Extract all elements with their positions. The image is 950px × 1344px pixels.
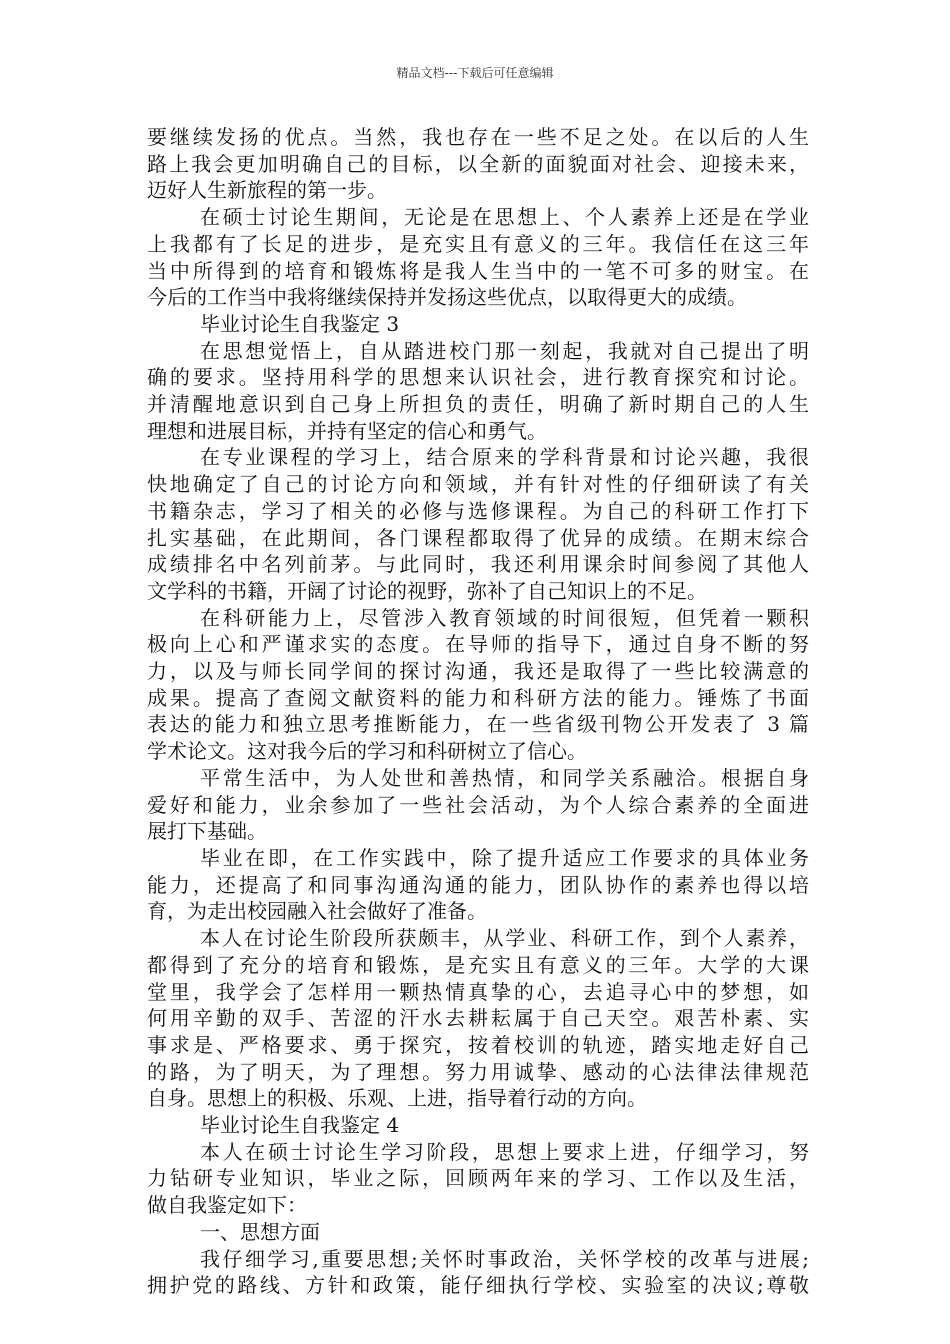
text-line: 当中所得到的培育和锻炼将是我人生当中的一笔不可多的财宝。在 [147, 258, 809, 283]
text-line: 都得到了充分的培育和锻炼，是充实且有意义的三年。大学的大课 [147, 952, 809, 977]
text-line: 扎实基础，在此期间，各门课程都取得了优异的成绩。在期末综合 [147, 525, 809, 550]
text-line: 自身。思想上的积极、乐观、上进，指导着行动的方向。 [147, 1086, 647, 1111]
text-line: 本人在讨论生阶段所获颇丰，从学业、科研工作，到个人素养， [200, 926, 809, 951]
text-line: 爱好和能力，业余参加了一些社会活动，为个人综合素养的全面进 [147, 792, 809, 817]
text-line: 确的要求。坚持用科学的思想来认识社会，进行教育探究和讨论。 [147, 365, 809, 390]
text-line: 平常生活中，为人处世和善热情，和同学关系融洽。根据自身 [200, 765, 809, 790]
text-line: 做自我鉴定如下： [147, 1193, 307, 1218]
text-line: 毕业讨论生自我鉴定 4 [200, 1113, 400, 1138]
text-line: 的路，为了明天，为了理想。努力用诚挚、感动的心法律法律规范 [147, 1059, 809, 1084]
text-line: 在专业课程的学习上，结合原来的学科背景和讨论兴趣，我很 [200, 445, 809, 470]
text-line: 在硕士讨论生期间，无论是在思想上、个人素养上还是在学业 [200, 205, 809, 230]
text-line: 展打下基础。 [147, 819, 267, 844]
text-line: 文学科的书籍，开阔了讨论的视野，弥补了自己知识上的不足。 [147, 578, 707, 603]
text-line: 成果。提高了查阅文献资料的能力和科研方法的能力。锤炼了书面 [147, 685, 809, 710]
text-line: 力，以及与师长同学间的探讨沟通，我还是取得了一些比较满意的 [147, 659, 809, 684]
text-line: 毕业在即，在工作实践中，除了提升适应工作要求的具体业务 [200, 845, 809, 870]
text-line: 表达的能力和独立思考推断能力，在一些省级刊物公开发表了 3 篇 [147, 712, 809, 737]
text-line: 何用辛勤的双手、苦涩的汗水去耕耘属于自己天空。艰苦朴素、实 [147, 1006, 809, 1031]
text-line: 能力，还提高了和同事沟通沟通的能力，团队协作的素养也得以培 [147, 872, 809, 897]
text-line: 力钻研专业知识，毕业之际，回顾两年来的学习、工作以及生活， [147, 1166, 809, 1191]
text-line: 迈好人生新旅程的第一步。 [147, 178, 387, 203]
text-line: 成绩排名中名列前茅。与此同时，我还利用课余时间参阅了其他人 [147, 552, 809, 577]
text-line: 理想和进展目标，并持有坚定的信心和勇气。 [147, 418, 547, 443]
page-header: 精品文档---下载后可任意编辑 [396, 66, 554, 80]
text-line: 路上我会更加明确自己的目标，以全新的面貌面对社会、迎接未来， [147, 151, 809, 176]
text-line: 上我都有了长足的进步，是充实且有意义的三年。我信任在这三年 [147, 231, 809, 256]
text-line: 本人在硕士讨论生学习阶段，思想上要求上进，仔细学习，努 [200, 1139, 809, 1164]
text-line: 书籍杂志，学习了相关的必修与选修课程。为自己的科研工作打下 [147, 498, 809, 523]
text-line: 在思想觉悟上，自从踏进校门那一刻起，我就对自己提出了明 [200, 338, 809, 363]
text-line: 毕业讨论生自我鉴定 3 [200, 311, 400, 336]
text-line: 我仔细学习,重要思想;关怀时事政治，关怀学校的改革与进展; [200, 1246, 809, 1271]
text-line: 一、思想方面 [200, 1219, 320, 1244]
text-line: 要继续发扬的优点。当然，我也存在一些不足之处。在以后的人生 [147, 125, 809, 149]
text-line: 事求是、严格要求、勇于探究，按着校训的轨迹，踏实地走好自己 [147, 1032, 809, 1057]
text-line: 育，为走出校园融入社会做好了准备。 [147, 899, 487, 924]
text-line: 快地确定了自己的讨论方向和领域，并有针对性的仔细研读了有关 [147, 472, 809, 497]
text-line: 今后的工作当中我将继续保持并发扬这些优点，以取得更大的成绩。 [147, 285, 747, 310]
text-line: 并清醒地意识到自己身上所担负的责任，明确了新时期自己的人生 [147, 392, 809, 417]
text-line: 极向上心和严谨求实的态度。在导师的指导下，通过自身不断的努 [147, 632, 809, 657]
text-line: 堂里，我学会了怎样用一颗热情真挚的心，去追寻心中的梦想，如 [147, 979, 809, 1004]
text-line: 学术论文。这对我今后的学习和科研树立了信心。 [147, 739, 587, 764]
document-body [147, 124, 809, 1299]
text-line: 在科研能力上，尽管涉入教育领域的时间很短，但凭着一颗积 [200, 605, 809, 630]
text-line: 拥护党的路线、方针和政策，能仔细执行学校、实验室的决议;尊敬 [147, 1273, 809, 1298]
